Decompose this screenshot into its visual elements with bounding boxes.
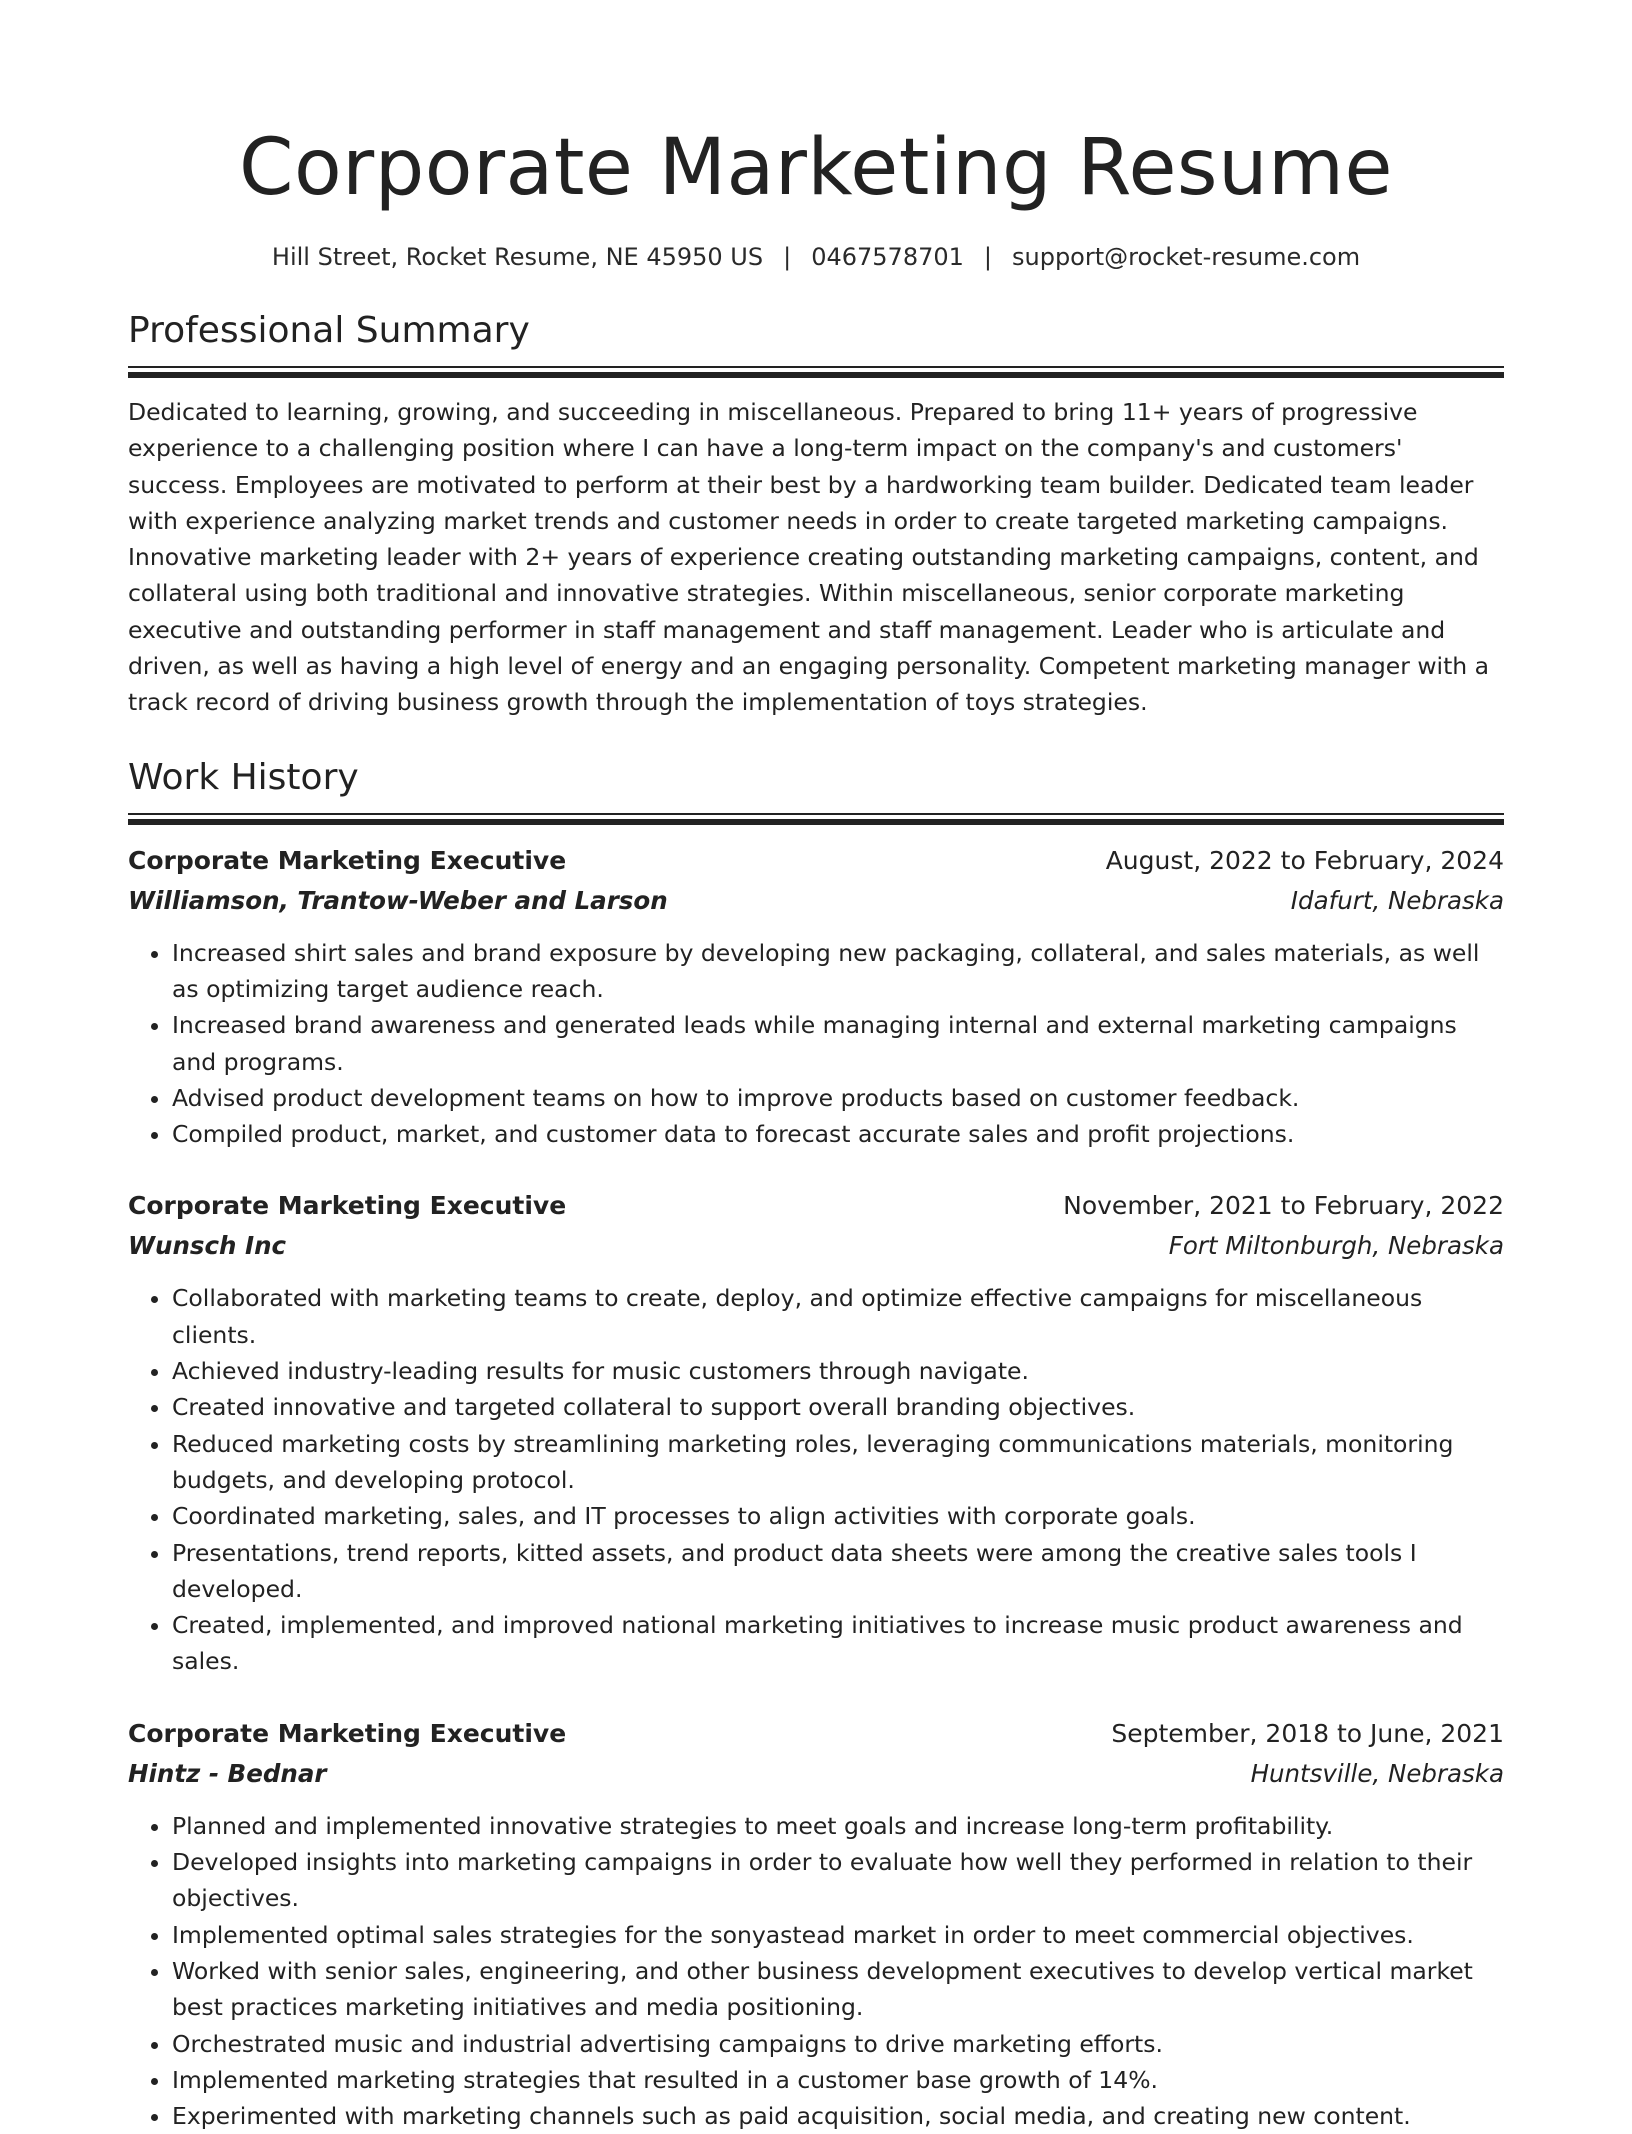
job-bullet: • Experimented with marketing channels such as paid acquisition, social media, and creating new content.: [172, 2098, 1504, 2134]
job-title: Corporate Marketing Executive: [128, 1191, 567, 1221]
job-bullet: • Achieved industry-leading results for music customers through navigate.: [172, 1353, 1504, 1389]
job-company: Williamson, Trantow-Weber and Larson: [128, 885, 668, 915]
job-location: Huntsville, Nebraska: [1250, 1758, 1504, 1788]
contact-phone: 0467578701: [811, 243, 964, 271]
job-dates: November, 2021 to February, 2022: [1063, 1191, 1504, 1221]
job-entry: [128, 841, 1504, 1153]
job-bullet: • Created, implemented, and improved national marketing initiatives to increase music product awareness and sales.: [172, 1607, 1504, 1680]
job-bullet: • Orchestrated music and industrial advertising campaigns to drive marketing efforts.: [172, 2026, 1504, 2062]
section-heading-summary: Professional Summary: [128, 310, 530, 351]
job-company-row: [128, 1754, 1504, 1794]
job-bullet: • Planned and implemented innovative strategies to meet goals and increase long-term profitability.: [172, 1808, 1504, 1844]
job-bullet: • Coordinated marketing, sales, and IT processes to align activities with corporate goals.: [172, 1498, 1504, 1534]
job-bullet-list: [128, 1280, 1504, 1679]
job-bullet: • Increased shirt sales and brand exposure by developing new packaging, collateral, and sales materials, as well as optimizing target audience reach.: [172, 935, 1504, 1008]
job-title: Corporate Marketing Executive: [128, 1718, 567, 1748]
section-divider: [128, 813, 1504, 825]
job-title: Corporate Marketing Executive: [128, 845, 567, 875]
job-dates: August, 2022 to February, 2024: [1105, 845, 1504, 875]
job-company-row: [128, 1226, 1504, 1266]
job-bullet: • Developed insights into marketing campaigns in order to evaluate how well they performed in relation to their objectives.: [172, 1844, 1504, 1917]
work-history-section: [128, 755, 1504, 2134]
contact-separator: |: [783, 243, 792, 271]
job-bullet: • Collaborated with marketing teams to create, deploy, and optimize effective campaigns for miscellaneous clients.: [172, 1280, 1504, 1353]
contact-email: support@rocket-resume.com: [1012, 243, 1361, 271]
job-bullet-list: [128, 935, 1504, 1153]
resume-title: Corporate Marketing Resume: [239, 123, 1393, 213]
job-company-row: [128, 881, 1504, 921]
job-header-row: [128, 841, 1504, 881]
job-bullet: • Compiled product, market, and customer data to forecast accurate sales and profit projections.: [172, 1116, 1504, 1152]
job-header-row: [128, 1186, 1504, 1226]
job-bullet: • Reduced marketing costs by streamlining marketing roles, leveraging communications materials, monitoring budgets, and developing protocol.: [172, 1426, 1504, 1499]
job-company: Hintz - Bednar: [128, 1758, 327, 1788]
job-bullet: • Advised product development teams on how to improve products based on customer feedback.: [172, 1080, 1504, 1116]
contact-line: [128, 240, 1504, 274]
contact-separator: |: [983, 243, 992, 271]
section-divider: [128, 366, 1504, 378]
job-bullet: • Implemented marketing strategies that resulted in a customer base growth of 14%.: [172, 2062, 1504, 2098]
job-bullet: • Worked with senior sales, engineering, and other business development executives to develop vertical market best practices marketing initiatives and media positioning.: [172, 1953, 1504, 2026]
job-header-row: [128, 1714, 1504, 1754]
job-location: Idafurt, Nebraska: [1290, 885, 1504, 915]
contact-address: Hill Street, Rocket Resume, NE 45950 US: [271, 243, 764, 271]
professional-summary-section: [128, 308, 1504, 721]
job-entry: [128, 1714, 1504, 2134]
job-dates: September, 2018 to June, 2021: [1111, 1718, 1504, 1748]
job-bullet-list: [128, 1808, 1504, 2134]
job-location: Fort Miltonburgh, Nebraska: [1168, 1231, 1504, 1261]
job-bullet: • Increased brand awareness and generated leads while managing internal and external marketing campaigns and programs.: [172, 1007, 1504, 1080]
section-heading-work-history: Work History: [128, 756, 359, 798]
job-company: Wunsch Inc: [128, 1231, 287, 1261]
job-bullet: • Implemented optimal sales strategies for the sonyastead market in order to meet commercial objectives.: [172, 1917, 1504, 1953]
job-bullet: • Created innovative and targeted collateral to support overall branding objectives.: [172, 1389, 1504, 1425]
job-bullet: • Presentations, trend reports, kitted assets, and product data sheets were among the creative sales tools I developed.: [172, 1535, 1504, 1608]
summary-paragraph: Dedicated to learning, growing, and succeeding in miscellaneous. Prepared to bring 11+ years of progressive experience to a challenging position where I can have a long-term impact on the company's and customers' success. Employees are motivated to perform at their best by a hardworking team builder. Dedicated team leader with experience analyzing market trends and customer needs in order to create targeted marketing campaigns. Innovative marketing leader with 2+ years of experience creating outstanding marketing campaigns, content, and collateral using both traditional and innovative strategies. Within miscellaneous, senior corporate marketing executive and outstanding performer in staff management and staff management. Leader who is articulate and driven, as well as having a high level of energy and an engaging personality. Competent marketing manager with a track record of driving business growth through the implementation of toys strategies.: [128, 398, 1490, 717]
job-entry: [128, 1186, 1504, 1679]
